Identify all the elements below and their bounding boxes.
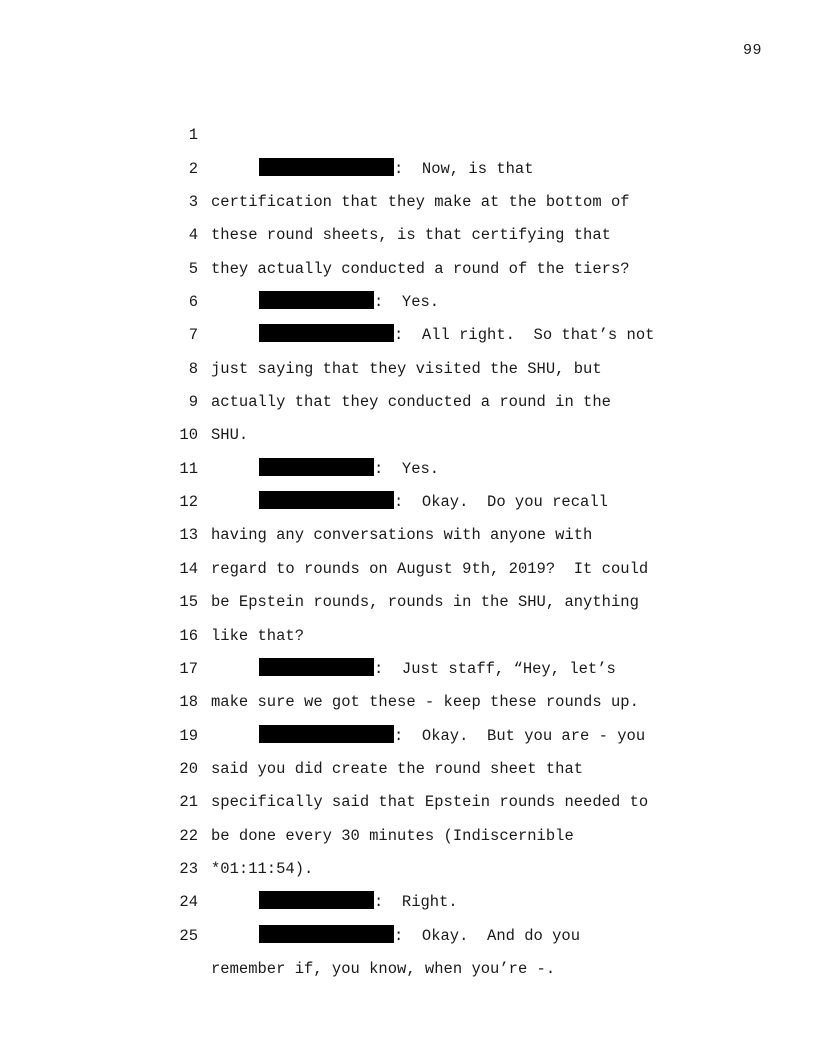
line-number: 24	[179, 893, 198, 912]
line-number: 7	[188, 326, 198, 345]
line-number: 25	[179, 926, 198, 945]
line-number: 11	[179, 459, 198, 478]
line-text: specifically said that Epstein rounds needed to	[211, 793, 649, 812]
line-text: be done every 30 minutes (Indiscernible	[211, 826, 574, 845]
line-number: 8	[188, 359, 198, 378]
line-number: 13	[179, 526, 198, 545]
line-text: : Okay. And do you	[394, 926, 581, 945]
line-number: 3	[188, 193, 198, 212]
line-text: : Just staff, “Hey, let’s	[374, 659, 616, 678]
line-text: be Epstein rounds, rounds in the SHU, anything	[211, 593, 639, 612]
line-text: : All right. So that’s not	[394, 326, 655, 345]
line-number: 2	[188, 159, 198, 178]
line-number: 20	[179, 759, 198, 778]
transcript-line	[0, 86, 816, 178]
line-text: SHU.	[211, 426, 249, 445]
line-text: : Right.	[374, 893, 458, 912]
line-text: they actually conducted a round of the tiers?	[211, 259, 630, 278]
line-number: 9	[188, 393, 198, 412]
line-number: 12	[179, 493, 198, 512]
line-text: make sure we got these - keep these rounds up.	[211, 693, 639, 712]
line-text: : Yes.	[374, 293, 440, 312]
line-text: : Yes.	[374, 459, 440, 478]
line-number: 15	[179, 593, 198, 612]
line-text: just saying that they visited the SHU, but	[211, 359, 602, 378]
line-number: 17	[179, 659, 198, 678]
line-text: *01:11:54).	[211, 859, 314, 878]
line-text: regard to rounds on August 9th, 2019? It could	[211, 559, 649, 578]
line-number: 19	[179, 726, 198, 745]
page-number: 99	[742, 42, 762, 59]
line-text: said you did create the round sheet that	[211, 759, 584, 778]
line-text: like that?	[211, 626, 305, 645]
redaction-bar	[259, 925, 394, 943]
line-number: 6	[188, 293, 198, 312]
line-text: remember if, you know, when you’re -.	[211, 959, 556, 978]
line-text: certification that they make at the bottom of	[211, 193, 630, 212]
line-text: : Now, is that	[394, 159, 534, 178]
line-text: : Okay. But you are - you	[394, 726, 646, 745]
line-number: 16	[179, 626, 198, 645]
line-number: 5	[188, 259, 198, 278]
transcript-body	[0, 86, 816, 978]
line-text: actually that they conducted a round in the	[211, 393, 611, 412]
line-number: 23	[179, 859, 198, 878]
line-number: 10	[179, 426, 198, 445]
line-number: 18	[179, 693, 198, 712]
line-number: 1	[188, 126, 198, 145]
line-text: : Okay. Do you recall	[394, 493, 608, 512]
line-number: 22	[179, 826, 198, 845]
line-text: having any conversations with anyone with	[211, 526, 593, 545]
line-number: 21	[179, 793, 198, 812]
line-number: 14	[179, 559, 198, 578]
line-number: 4	[188, 226, 198, 245]
line-text: these round sheets, is that certifying that	[211, 226, 611, 245]
